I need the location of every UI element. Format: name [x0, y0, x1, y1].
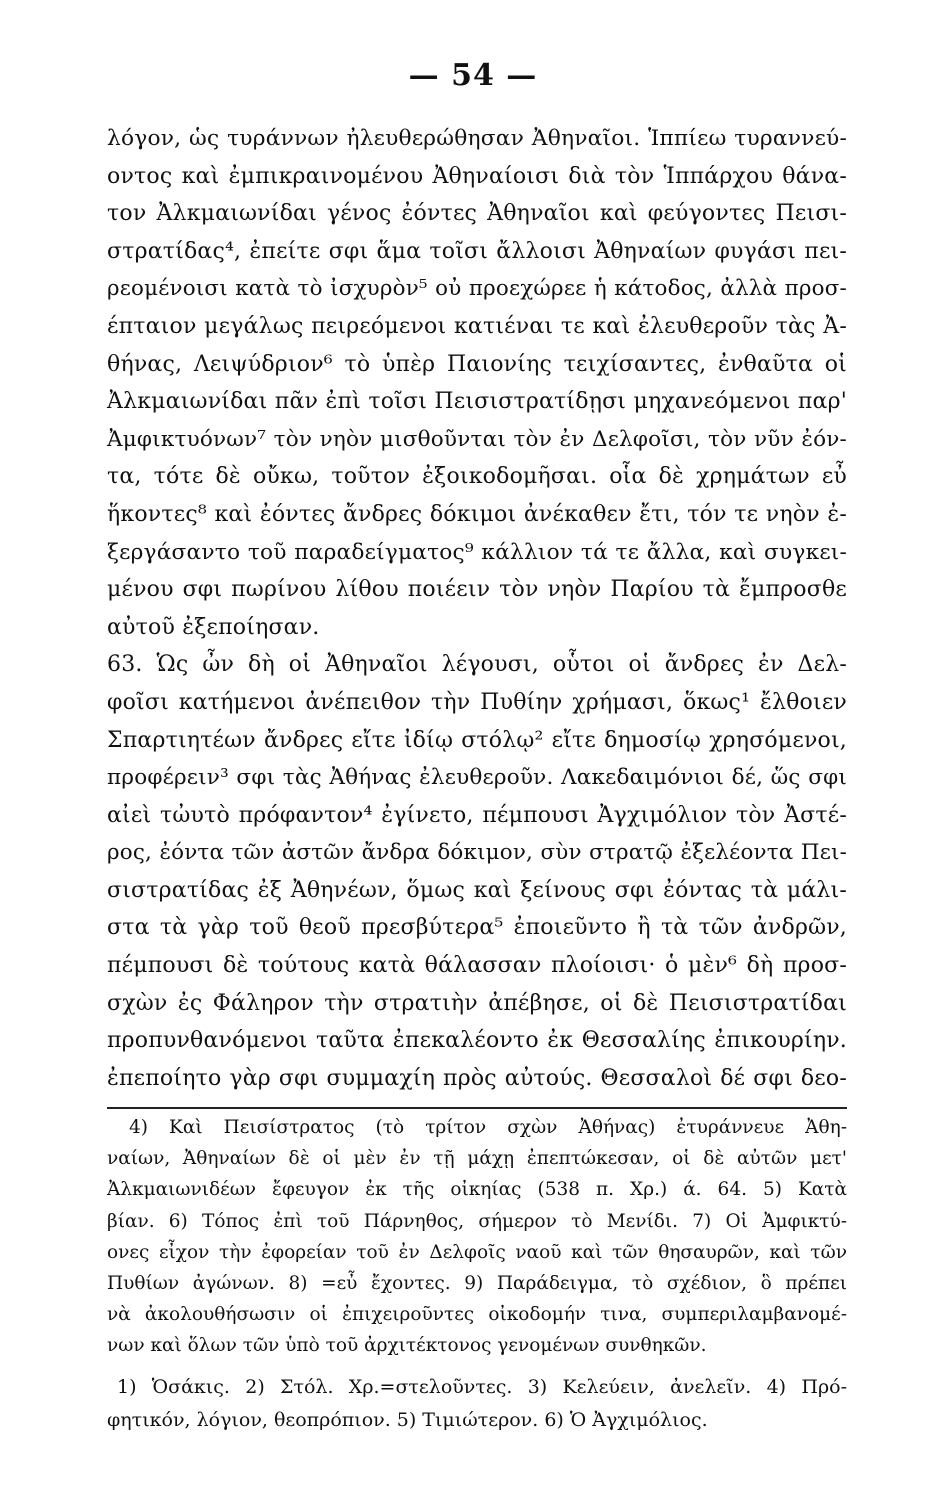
text-line: ρεομένοισι κατὰ τὸ ἰσχυρὸν⁵ οὐ προεχώρεε ἡ κάτοδος, ἀλλὰ προσ-	[107, 276, 847, 302]
main-text	[107, 120, 847, 1097]
footnote-line: 4) Καὶ Πεισίστρατος (τὸ τρίτον σχὼν Ἀθήνας) ἐτυράννευε Ἀθη-	[129, 1117, 847, 1138]
text-line: φοῖσι κατήμενοι ἀνέπειθον τὴν Πυθίην χρήμασι, ὅκως¹ ἔλθοιεν	[107, 689, 847, 715]
text-line: στρατίδας⁴, ἐπείτε σφι ἅμα τοῖσι ἄλλοισι Ἀθηναίων φυγάσι πει-	[107, 238, 847, 264]
text-line: αἰεὶ τὠυτὸ πρόφαντον⁴ ἐγίνετο, πέμπουσι Ἀγχιμόλιον τὸν Ἀστέ-	[107, 802, 847, 828]
text-line: ρος, ἐόντα τῶν ἀστῶν ἄνδρα δόκιμον, σὺν στρατῷ ἐξελέοντα Πει-	[107, 840, 847, 866]
footnote-line: νὰ ἀκολουθήσωσιν οἱ ἐπιχειροῦντες οἰκοδομήν τινα, συμπεριλαμβανομέ-	[107, 1304, 847, 1326]
text-line: μένου σφι πωρίνου λίθου ποιέειν τὸν νηὸν Παρίου τὰ ἔμπροσθε	[107, 577, 847, 603]
text-line: Σπαρτιητέων ἄνδρες εἴτε ἰδίῳ στόλῳ² εἴτε δημοσίῳ χρησόμενοι,	[107, 727, 847, 753]
text-line: σχὼν ἐς Φάληρον τὴν στρατιὴν ἀπέβησε, οἱ δὲ Πεισιστρατίδαι	[107, 990, 847, 1016]
footnote-line: 1) Ὁσάκις. 2) Στόλ. Χρ.=στελοῦντες. 3) Κελεύειν, ἀνελεῖν. 4) Πρό-	[117, 1376, 847, 1398]
text-line: τα, τότε δὲ οὔκω, τοῦτον ἐξοικοδομῆσαι. οἷα δὲ χρημάτων εὖ	[107, 464, 847, 490]
text-line: λόγον, ὡς τυράννων ἠλευθερώθησαν Ἀθηναῖοι. Ἱππίεω τυραννεύ-	[107, 126, 847, 151]
text-line: πέμπουσι δὲ τούτους κατὰ θάλασσαν πλοίοισι· ὁ μὲν⁶ δὴ προσ-	[107, 953, 847, 979]
text-line: σιστρατίδας ἐξ Ἀθηνέων, ὅμως καὶ ξείνους σφι ἐόντας τὰ μάλι-	[107, 877, 847, 903]
footnote-divider	[107, 1107, 847, 1109]
footnote-line: ναίων, Ἀθηναίων δὲ οἱ μὲν ἐν τῇ μάχῃ ἐπεπτώκεσαν, οἱ δὲ αὐτῶν μετ'	[107, 1148, 847, 1170]
text-line: τον Ἀλκμαιωνίδαι γένος ἐόντες Ἀθηναῖοι καὶ φεύγοντες Πεισι-	[107, 201, 847, 227]
text-line: ἥκοντες⁸ καὶ ἐόντες ἄνδρες δόκιμοι ἀνέκαθεν ἔτι, τόν τε νηὸν ἐ-	[107, 501, 847, 527]
section-63-start: 63. Ὡς ὦν δὴ οἱ Ἀθηναῖοι λέγουσι, οὗτοι οἱ ἄνδρες ἐν Δελ-	[107, 652, 847, 678]
text-line: Ἀμφικτυόνων⁷ τὸν νηὸν μισθοῦνται τὸν ἐν Δελφοῖσι, τὸν νῦν ἐόν-	[107, 426, 847, 452]
footnote-line: Πυθίων ἀγώνων. 8) =εὖ ἔχοντες. 9) Παράδειγμα, τὸ σχέδιον, ὃ πρέπει	[107, 1272, 847, 1294]
footnote-line: φητικόν, λόγιον, θεοπρόπιον. 5) Τιμιώτερον. 6) Ὁ Ἀγχιμόλιος.	[107, 1409, 708, 1431]
text-line: αὐτοῦ ἐξεποίησαν.	[107, 614, 320, 640]
text-line: προφέρειν³ σφι τὰς Ἀθήνας ἐλευθεροῦν. Λακεδαιμόνιοι δέ, ὥς σφι	[107, 765, 847, 791]
footnotes-block-b	[107, 1371, 847, 1437]
footnote-line: νων καὶ ὅλων τῶν ὑπὸ τοῦ ἀρχιτέκτονος γενομένων συνθηκῶν.	[107, 1335, 707, 1357]
page-number: — 54 —	[408, 58, 538, 93]
text-line: προπυνθανόμενοι ταῦτα ἐπεκαλέοντο ἐκ Θεσσαλίης ἐπικουρίην.	[107, 1028, 847, 1054]
text-line: θήνας, Λειψύδριον⁶ τὸ ὑπὲρ Παιονίης τειχίσαντες, ἐνθαῦτα οἱ	[107, 351, 847, 377]
text-line: ξεργάσαντο τοῦ παραδείγματος⁹ κάλλιον τά τε ἄλλα, καὶ συγκει-	[107, 539, 847, 565]
footnotes-block-a	[107, 1112, 847, 1362]
text-line: έπταιον μεγάλως πειρεόμενοι κατιέναι τε καὶ ἐλευθεροῦν τὰς Ἀ-	[107, 313, 847, 339]
text-line: ἐπεποίητο γὰρ σφι συμμαχίη πρὸς αὐτούς. Θεσσαλοὶ δέ σφι δεο-	[107, 1065, 847, 1091]
footnote-line: Ἀλκμαιωνιδέων ἔφευγον ἐκ τῆς οἰκηίας (538 π. Χρ.) ά. 64. 5) Κατὰ	[107, 1179, 847, 1201]
text-line: οντος καὶ ἐμπικραινομένου Ἀθηναίοισι διὰ τὸν Ἱππάρχου θάνα-	[107, 163, 847, 189]
text-line: στα τὰ γὰρ τοῦ θεοῦ πρεσβύτερα⁵ ἐποιεῦντο ἢ τὰ τῶν ἀνδρῶν,	[107, 915, 847, 941]
footnote-line: ονες εἶχον τὴν ἐφορείαν τοῦ ἐν Δελφοῖς ναοῦ καὶ τῶν θησαυρῶν, καὶ τῶν	[107, 1241, 847, 1263]
footnote-line: βίαν. 6) Τόπος ἐπὶ τοῦ Πάρνηθος, σήμερον τὸ Μενίδι. 7) Οἱ Ἀμφικτύ-	[107, 1210, 847, 1232]
text-line: Ἀλκμαιωνίδαι πᾶν ἐπὶ τοῖσι Πεισιστρατίδῃσι μηχανεόμενοι παρ'	[107, 389, 847, 415]
